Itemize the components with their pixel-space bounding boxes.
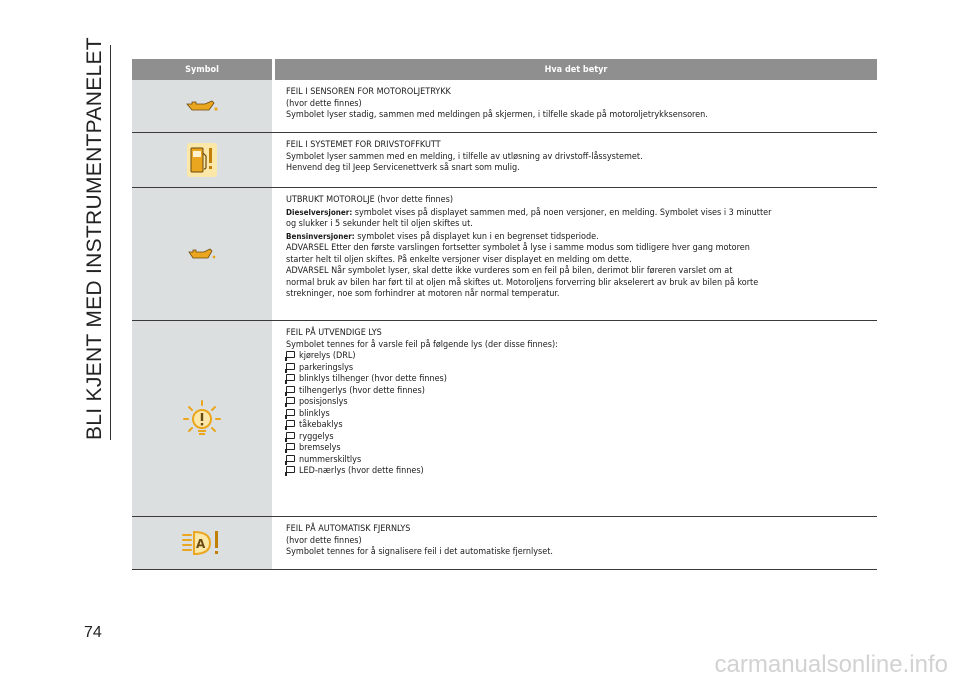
symbol-cell bbox=[132, 321, 272, 516]
bulb-bullet-icon bbox=[286, 386, 295, 393]
text-line: Symbolet lyser sammen med en melding, i tilfelle av utløsning av drivstoff-låssystemet. bbox=[286, 151, 643, 162]
text-line: ADVARSEL Når symbolet lyser, skal dette ikke vurderes som en feil på bilen, derimot blir føreren varslet om at bbox=[286, 266, 733, 276]
list-item: posisjonslys bbox=[286, 397, 869, 409]
text-line: (hvor dette finnes) bbox=[286, 535, 362, 546]
table-row bbox=[132, 80, 877, 133]
symbol-cell bbox=[132, 133, 272, 187]
text-line: Symbolet tennes for å varsle feil på følgende lys (der disse finnes): bbox=[286, 339, 558, 350]
oil-pressure-icon bbox=[185, 99, 219, 113]
list-item: tåkebaklys bbox=[286, 420, 869, 432]
section-title: BLI KJENT MED INSTRUMENTPANELET bbox=[83, 37, 106, 440]
meaning-cell bbox=[272, 80, 877, 132]
header-symbol: Symbol bbox=[185, 64, 219, 75]
text-line: FEIL I SENSOREN FOR MOTOROLJETRYKK bbox=[286, 87, 451, 97]
list-item: LED-nærlys (hvor dette finnes) bbox=[286, 466, 869, 478]
list-item: kjørelys (DRL) bbox=[286, 351, 869, 363]
text-line: starter helt til oljen skiftes. På enkelte versjoner viser displayet en melding om dette. bbox=[286, 254, 632, 265]
bulb-bullet-icon bbox=[286, 409, 295, 416]
bulb-bullet-icon bbox=[286, 374, 295, 381]
table-row bbox=[132, 517, 877, 570]
symbol-cell bbox=[132, 80, 272, 132]
text-line: (hvor dette finnes) bbox=[286, 98, 362, 109]
petrol-label: Bensinversjoner: bbox=[286, 231, 355, 241]
list-item: bremselys bbox=[286, 443, 869, 455]
fuel-cutoff-icon bbox=[187, 143, 217, 177]
text-line: Symbolet tennes for å signalisere feil i det automatiske fjernlyset. bbox=[286, 547, 553, 557]
bulb-bullet-icon bbox=[286, 351, 295, 358]
text-line: FEIL I SYSTEMET FOR DRIVSTOFFKUTT bbox=[286, 140, 441, 150]
exterior-light-fault-icon bbox=[182, 399, 222, 439]
header-meaning: Hva det betyr bbox=[544, 64, 608, 75]
text-line: FEIL PÅ AUTOMATISK FJERNLYS bbox=[286, 524, 411, 534]
section-divider bbox=[110, 45, 111, 440]
list-item: blinklys bbox=[286, 409, 869, 421]
list-item: nummerskiltlys bbox=[286, 455, 869, 467]
meaning-cell bbox=[272, 321, 877, 516]
svg-text:A: A bbox=[196, 537, 206, 551]
bulb-bullet-icon bbox=[286, 466, 295, 473]
bulb-bullet-icon bbox=[286, 363, 295, 370]
text-line: FEIL PÅ UTVENDIGE LYS bbox=[286, 328, 382, 338]
text-line: Bensinversjoner: symbolet vises på displayet kun i en begrenset tidsperiode. bbox=[286, 231, 599, 242]
page-number: 74 bbox=[84, 624, 102, 641]
text-line: Symbolet lyser stadig, sammen med meldingen på skjermen, i tilfelle skade på motoroljetrykksensoren. bbox=[286, 110, 708, 120]
text-line: strekninger, noe som forhindrer at motoren når normal temperatur. bbox=[286, 289, 560, 299]
warning-lights-table bbox=[132, 59, 877, 570]
bulb-bullet-icon bbox=[286, 443, 295, 450]
table-row bbox=[132, 133, 877, 188]
meaning-cell bbox=[272, 517, 877, 569]
bulb-bullet-icon bbox=[286, 420, 295, 427]
symbol-cell bbox=[132, 517, 272, 569]
bulb-bullet-icon bbox=[286, 397, 295, 404]
watermark: carmanualsonline.info bbox=[714, 651, 948, 678]
list-item: ryggelys bbox=[286, 432, 869, 444]
text-line: UTBRUKT MOTOROLJE (hvor dette finnes) bbox=[286, 195, 454, 205]
text-line: ADVARSEL Etter den første varslingen fortsetter symbolet å lyse i samme modus som tidligere hver gang motoren bbox=[286, 243, 750, 253]
list-item: blinklys tilhenger (hvor dette finnes) bbox=[286, 374, 869, 386]
table-row bbox=[132, 188, 877, 321]
text-line: normal bruk av bilen har ført til at oljen må skiftes ut. Motoroljens forverring blir akselerert av bruk av bilen på korte bbox=[286, 277, 759, 288]
text-line: Dieselversjoner: symbolet vises på displayet sammen med, på noen versjoner, en melding. Symbolet vises i 3 minutter bbox=[286, 207, 772, 218]
table-row bbox=[132, 321, 877, 517]
symbol-cell bbox=[132, 188, 272, 320]
meaning-cell bbox=[272, 133, 877, 187]
diesel-label: Dieselversjoner: bbox=[286, 207, 353, 217]
bulb-bullet-icon bbox=[286, 455, 295, 462]
table-header bbox=[132, 59, 877, 80]
auto-high-beam-fault-icon bbox=[182, 528, 222, 558]
oil-can-icon bbox=[187, 248, 217, 260]
text-line: Henvend deg til Jeep Servicenettverk så snart som mulig. bbox=[286, 163, 520, 173]
list-item: parkeringslys bbox=[286, 363, 869, 375]
list-item: tilhengerlys (hvor dette finnes) bbox=[286, 386, 869, 398]
text-line: og slukker i 5 sekunder helt til oljen skiftes ut. bbox=[286, 219, 473, 229]
bulb-bullet-icon bbox=[286, 432, 295, 439]
meaning-cell bbox=[272, 188, 877, 320]
